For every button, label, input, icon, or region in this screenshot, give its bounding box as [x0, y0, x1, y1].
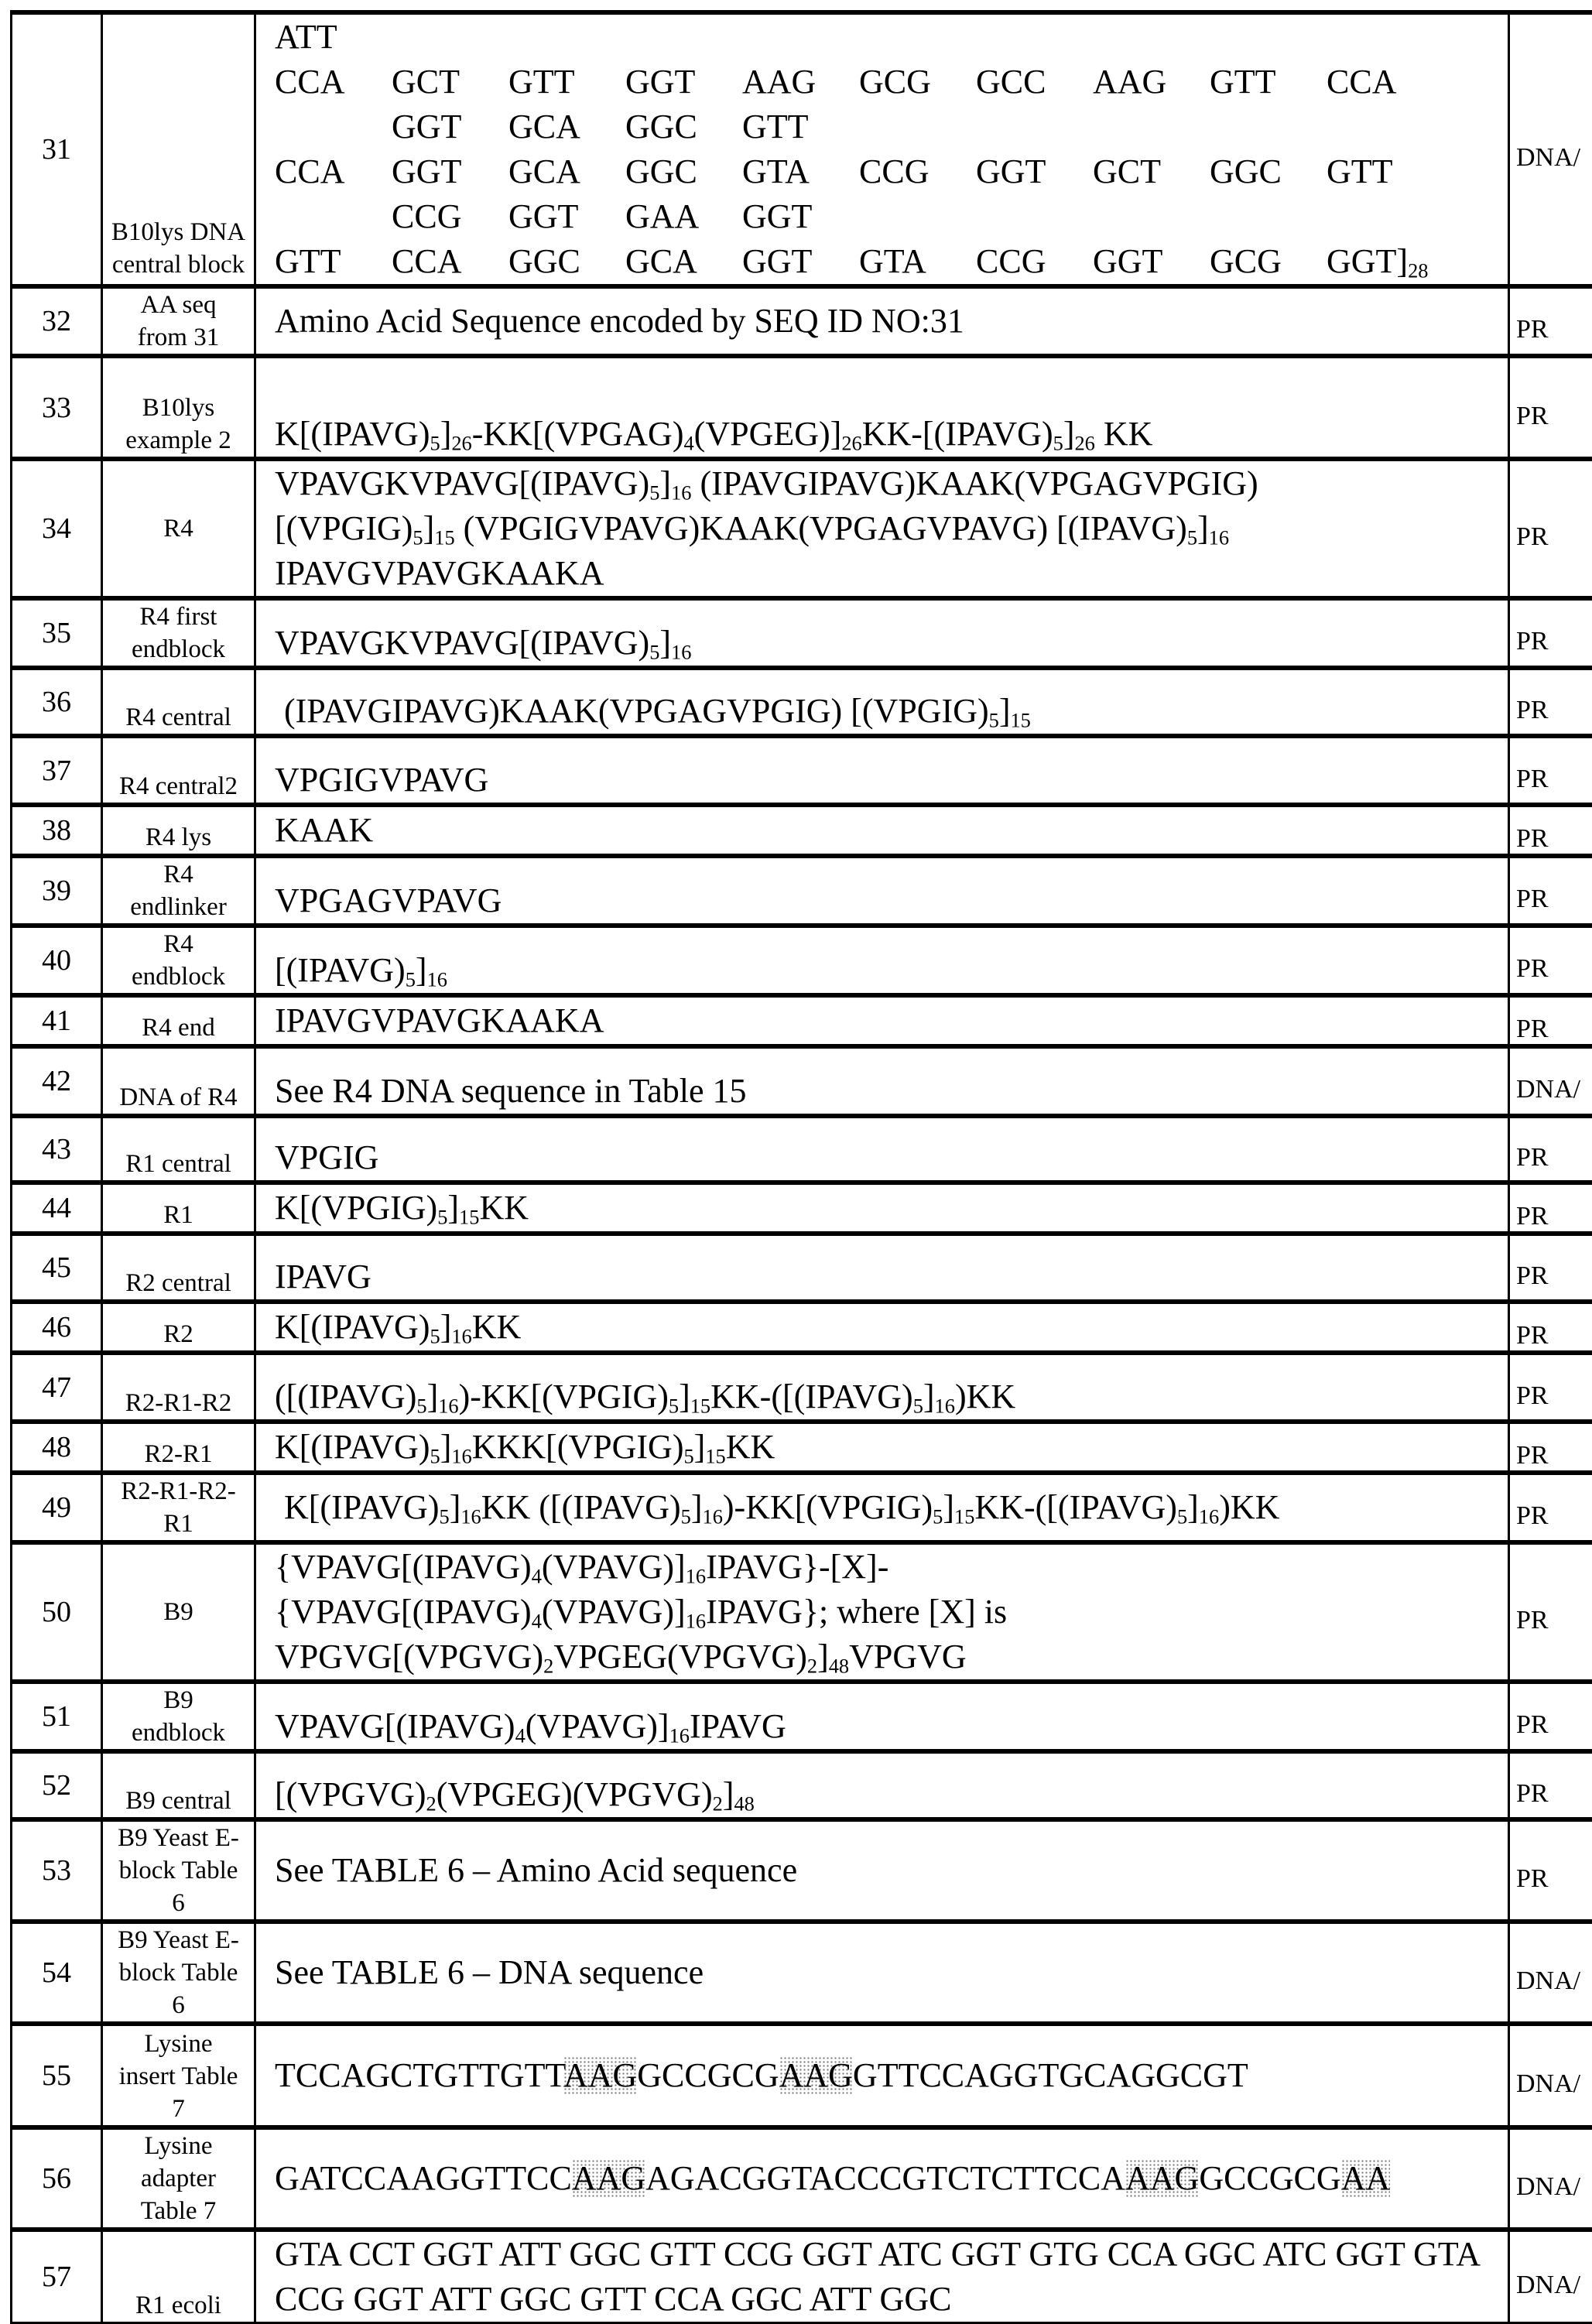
repeat-count: 5	[989, 709, 999, 732]
repeat-count: 2	[543, 1655, 553, 1678]
codon: GCT	[1093, 149, 1210, 194]
seq-line: $[(VPGIG)_5]_{15}$ (VPGIGVPAVG)KAAK(VPGAGVPAVG) $[(IPAVG)_5]_{16}$	[275, 506, 1508, 551]
table-row	[12, 1234, 1592, 1302]
codon: CCG	[392, 194, 508, 239]
codon	[1327, 104, 1443, 149]
table-row	[12, 2230, 1592, 2323]
seq-segment: GTTCCAGGTGCAGGCGT	[853, 2056, 1248, 2094]
seq-segment: GCCGCG	[637, 2056, 779, 2094]
seq-id-cell: 32	[12, 286, 102, 356]
seq-text: $K[(IPAVG)_5]_{16}KKK[(VPGIG)_5]_{15}KK$	[275, 1428, 775, 1466]
seq-name-cell: DNA of R4	[102, 1046, 255, 1116]
table-row	[12, 1819, 1592, 1922]
repeat-count: 26	[841, 432, 861, 455]
sequence-table	[10, 10, 1592, 2324]
table-row	[12, 1473, 1592, 1542]
seq-name-cell: B9	[102, 1542, 255, 1682]
highlighted-codon: AA	[1341, 2159, 1391, 2197]
seq-text: IPAVGVPAVGKAAKA	[275, 1001, 604, 1039]
repeat-count: 26	[451, 432, 471, 455]
codon: GTT	[1327, 149, 1443, 194]
repeat-count: 26	[1074, 432, 1094, 455]
codon	[1093, 104, 1210, 149]
repeat-count: 5	[649, 481, 659, 505]
seq-text: See R4 DNA sequence in Table 15	[275, 1072, 747, 1110]
seq-text: $VPAVGKVPAVG[(IPAVG)_5]_{16}$	[275, 624, 691, 662]
repeat-count: 5	[913, 1395, 923, 1418]
codon	[275, 194, 392, 239]
table-row	[12, 668, 1592, 736]
seq-type-cell: PR	[1509, 1542, 1592, 1682]
codon	[859, 104, 976, 149]
seq-name-cell: Lysine adapter Table 7	[102, 2127, 255, 2230]
seq-name-cell: R2-R1-R2-R1	[102, 1473, 255, 1542]
repeat-count: 15	[705, 1445, 725, 1468]
seq-value-cell	[255, 1302, 1509, 1353]
repeat-count: 2	[426, 1792, 437, 1816]
codon: GGC	[508, 239, 625, 284]
seq-line: IPAVGVPAVGKAAKA	[275, 551, 1508, 596]
seq-id-cell: 57	[12, 2230, 102, 2323]
codon: $GGT]_{28}$	[1327, 239, 1443, 284]
seq-value-cell	[255, 459, 1509, 598]
codon: GTT	[275, 239, 392, 284]
seq-id-cell: 40	[12, 926, 102, 995]
seq-line: GTA CCT GGT ATT GGC GTT CCG GGT ATC GGT GTG CCA GGC ATC GGT GTA	[275, 2232, 1508, 2277]
repeat-count: 5	[406, 968, 416, 991]
codon: GGT	[742, 194, 859, 239]
seq-id-cell: 52	[12, 1751, 102, 1819]
seq-id-cell: 47	[12, 1353, 102, 1422]
seq-type-cell: PR	[1509, 459, 1592, 598]
seq-name-cell: B9 Yeast E-block Table 6	[102, 1922, 255, 2024]
repeat-count: 4	[683, 432, 693, 455]
seq-value-cell	[255, 1819, 1509, 1922]
codon: CCA	[275, 60, 392, 104]
repeat-count: 5	[437, 1206, 447, 1229]
seq-type-cell: PR	[1509, 1422, 1592, 1473]
seq-type-cell: PR	[1509, 1819, 1592, 1922]
table-row	[12, 926, 1592, 995]
table-row	[12, 356, 1592, 459]
repeat-count: 16	[686, 1565, 706, 1588]
seq-line: $VPGVG[(VPGVG)_2VPGEG(VPGVG)_2]_{48}VPGVG$	[275, 1634, 1508, 1679]
repeat-count: 28	[1408, 259, 1428, 282]
table-row	[12, 995, 1592, 1046]
seq-id-cell: 42	[12, 1046, 102, 1116]
seq-name-cell: R2-R1	[102, 1422, 255, 1473]
codon: GGT	[392, 149, 508, 194]
seq-text: (IPAVGIPAVG)KAAK(VPGAGVPGIG) $[(VPGIG)_5]_{15}$	[275, 692, 1031, 730]
seq-value-cell	[255, 668, 1509, 736]
table-row	[12, 1353, 1592, 1422]
seq-name-cell: R4 endblock	[102, 926, 255, 995]
codon: AAG	[1093, 60, 1210, 104]
repeat-count: 15	[1010, 709, 1030, 732]
codon	[859, 15, 976, 60]
repeat-count: 5	[439, 1505, 449, 1528]
highlighted-codon: AAG	[1125, 2159, 1199, 2197]
codon	[1210, 104, 1327, 149]
codon	[976, 194, 1093, 239]
codon	[508, 15, 625, 60]
codon	[742, 15, 859, 60]
codon	[1210, 15, 1327, 60]
repeat-count: 5	[1177, 1505, 1187, 1528]
seq-type-cell: PR	[1509, 1116, 1592, 1183]
repeat-count: 48	[829, 1655, 849, 1678]
seq-type-cell: PR	[1509, 668, 1592, 736]
seq-segment: GCCGCG	[1199, 2159, 1340, 2197]
repeat-count: 16	[1199, 1505, 1219, 1528]
seq-id-cell: 33	[12, 356, 102, 459]
seq-text: $[(VPGVG)_2(VPGEG)(VPGVG)_2]_{48}$	[275, 1775, 755, 1813]
seq-name-cell: R4 first endblock	[102, 598, 255, 668]
repeat-count: 5	[649, 641, 659, 664]
codon: GGT	[742, 239, 859, 284]
seq-segment: AGACGGTACCCGTCTCTTCCA	[645, 2159, 1125, 2197]
seq-value-cell	[255, 356, 1509, 459]
codon: GGC	[1210, 149, 1327, 194]
codon: GTT	[1210, 60, 1327, 104]
table-row	[12, 1046, 1592, 1116]
seq-type-cell: PR	[1509, 356, 1592, 459]
codon	[859, 194, 976, 239]
seq-value-cell	[255, 1183, 1509, 1234]
seq-value-cell	[255, 736, 1509, 805]
seq-text: VPGIG	[275, 1138, 378, 1176]
seq-name-cell: B10lys DNA central block	[102, 12, 255, 286]
seq-id-cell: 50	[12, 1542, 102, 1682]
seq-value-cell	[255, 286, 1509, 356]
repeat-count: 5	[1187, 526, 1197, 549]
codon: CCA	[1327, 60, 1443, 104]
seq-text: See TABLE 6 – Amino Acid sequence	[275, 1851, 797, 1889]
seq-id-cell: 38	[12, 805, 102, 856]
repeat-count: 5	[683, 1445, 693, 1468]
seq-type-cell: DNA/	[1509, 1922, 1592, 2024]
seq-name-cell: R4 end	[102, 995, 255, 1046]
seq-type-cell: DNA/	[1509, 1046, 1592, 1116]
seq-value-cell	[255, 1116, 1509, 1183]
repeat-count: 5	[416, 1395, 426, 1418]
seq-type-cell: PR	[1509, 598, 1592, 668]
repeat-count: 4	[532, 1565, 542, 1588]
codon	[1210, 194, 1327, 239]
codon: CCG	[976, 239, 1093, 284]
table-row	[12, 1183, 1592, 1234]
seq-id-cell: 41	[12, 995, 102, 1046]
repeat-count: 15	[459, 1206, 479, 1229]
seq-name-cell: R4	[102, 459, 255, 598]
codon	[976, 104, 1093, 149]
repeat-count: 16	[686, 1610, 706, 1633]
seq-id-cell: 53	[12, 1819, 102, 1922]
repeat-count: 16	[451, 1325, 471, 1348]
repeat-count: 2	[713, 1792, 723, 1816]
codon: GCA	[625, 239, 742, 284]
seq-type-cell: PR	[1509, 926, 1592, 995]
seq-name-cell: Lysine insert Table 7	[102, 2024, 255, 2127]
highlighted-codon: AAG	[779, 2056, 853, 2094]
seq-value-cell	[255, 1473, 1509, 1542]
seq-type-cell: PR	[1509, 1302, 1592, 1353]
seq-type-cell: PR	[1509, 1353, 1592, 1422]
codon: GTT	[742, 104, 859, 149]
seq-value-cell	[255, 1922, 1509, 2024]
seq-name-cell: R1	[102, 1183, 255, 1234]
seq-type-cell: PR	[1509, 856, 1592, 926]
seq-type-cell: PR	[1509, 805, 1592, 856]
seq-type-cell: PR	[1509, 1473, 1592, 1542]
repeat-count: 15	[690, 1395, 710, 1418]
repeat-count: 5	[430, 432, 440, 455]
seq-name-cell: B9 endblock	[102, 1682, 255, 1751]
repeat-count: 5	[933, 1505, 943, 1528]
seq-id-cell: 43	[12, 1116, 102, 1183]
seq-id-cell: 51	[12, 1682, 102, 1751]
seq-id-cell: 49	[12, 1473, 102, 1542]
codon-grid	[275, 15, 1508, 284]
seq-id-cell: 45	[12, 1234, 102, 1302]
seq-text: Amino Acid Sequence encoded by SEQ ID NO:31	[275, 302, 964, 340]
table-row	[12, 12, 1592, 286]
seq-value-cell	[255, 1046, 1509, 1116]
codon	[1093, 15, 1210, 60]
seq-text: $K[(VPGIG)_5]_{15}KK$	[275, 1189, 529, 1227]
codon: GCC	[976, 60, 1093, 104]
seq-segment: GATCCAAGGTTCC	[275, 2159, 572, 2197]
table-row	[12, 1542, 1592, 1682]
codon: ATT	[275, 15, 392, 60]
table-row	[12, 1302, 1592, 1353]
seq-text: $([(IPAVG)_5]_{16})-KK[(VPGIG)_5]_{15}KK-([(IPAVG)_5]_{16})KK$	[275, 1378, 1015, 1415]
codon: GGT	[976, 149, 1093, 194]
codon	[1093, 194, 1210, 239]
seq-value-cell	[255, 805, 1509, 856]
codon	[275, 104, 392, 149]
seq-name-cell: B10lys example 2	[102, 356, 255, 459]
codon: GCA	[508, 104, 625, 149]
seq-value-cell	[255, 598, 1509, 668]
table-row	[12, 459, 1592, 598]
seq-value-cell	[255, 1234, 1509, 1302]
seq-text: $K[(IPAVG)_5]_{16}KK$	[275, 1308, 521, 1346]
repeat-count: 2	[807, 1655, 817, 1678]
seq-text: VPGAGVPAVG	[275, 881, 502, 919]
seq-value-cell	[255, 1682, 1509, 1751]
seq-type-cell: PR	[1509, 736, 1592, 805]
codon: GCG	[859, 60, 976, 104]
repeat-count: 5	[1053, 432, 1063, 455]
seq-text: See TABLE 6 – DNA sequence	[275, 1953, 704, 1991]
seq-type-cell: PR	[1509, 995, 1592, 1046]
seq-name-cell: R4 central2	[102, 736, 255, 805]
seq-type-cell: PR	[1509, 1183, 1592, 1234]
seq-id-cell: 34	[12, 459, 102, 598]
seq-text: VPGIGVPAVG	[275, 761, 488, 799]
repeat-count: 5	[413, 526, 423, 549]
repeat-count: 16	[669, 1724, 690, 1747]
repeat-count: 16	[935, 1395, 955, 1418]
table-row	[12, 1682, 1592, 1751]
seq-id-cell: 37	[12, 736, 102, 805]
codon: GGC	[625, 149, 742, 194]
seq-id-cell: 31	[12, 12, 102, 286]
seq-type-cell: PR	[1509, 1682, 1592, 1751]
seq-value-cell	[255, 2230, 1509, 2323]
table-row	[12, 286, 1592, 356]
seq-line: $VPAVGKVPAVG[(IPAVG)_5]_{16}$ (IPAVGIPAVG)KAAK(VPGAGVPGIG)	[275, 461, 1508, 506]
table-row	[12, 1422, 1592, 1473]
repeat-count: 16	[460, 1505, 481, 1528]
seq-type-cell: DNA/	[1509, 2127, 1592, 2230]
seq-id-cell: 56	[12, 2127, 102, 2230]
codon	[392, 15, 508, 60]
seq-segment: TCCAGCTGTTGTT	[275, 2056, 563, 2094]
seq-id-cell: 44	[12, 1183, 102, 1234]
table-row	[12, 1751, 1592, 1819]
seq-name-cell: R1 ecoli	[102, 2230, 255, 2323]
seq-name-cell: R4 central	[102, 668, 255, 736]
seq-id-cell: 36	[12, 668, 102, 736]
seq-text: $K[(IPAVG)_5]_{26}-KK[(VPGAG)_4(VPGEG)]_{26}KK-[(IPAVG)_5]_{26}$ KK	[275, 415, 1152, 453]
seq-type-cell: PR	[1509, 1234, 1592, 1302]
repeat-count: 16	[438, 1395, 458, 1418]
seq-id-cell: 54	[12, 1922, 102, 2024]
seq-type-cell: DNA/	[1509, 2024, 1592, 2127]
seq-value-cell	[255, 1751, 1509, 1819]
codon	[1327, 15, 1443, 60]
codon: CCG	[859, 149, 976, 194]
seq-value-cell	[255, 926, 1509, 995]
codon	[976, 15, 1093, 60]
codon: GGT	[625, 60, 742, 104]
repeat-count: 16	[451, 1445, 471, 1468]
codon: AAG	[742, 60, 859, 104]
table-row	[12, 1116, 1592, 1183]
seq-name-cell: B9 Yeast E-block Table 6	[102, 1819, 255, 1922]
table-row	[12, 736, 1592, 805]
seq-value-cell	[255, 1542, 1509, 1682]
seq-line: CCG GGT ATT GGC GTT CCA GGC ATT GGC	[275, 2277, 1508, 2322]
seq-id-cell: 35	[12, 598, 102, 668]
repeat-count: 48	[734, 1792, 754, 1816]
codon: GTT	[508, 60, 625, 104]
codon: GGT	[508, 194, 625, 239]
seq-text: $K[(IPAVG)_5]_{16}KK$ $([(IPAVG)_5]_{16})-KK[(VPGIG)_5]_{15}KK-([(IPAVG)_5]_{16})KK$	[275, 1488, 1279, 1526]
seq-text: $[(IPAVG)_5]_{16}$	[275, 951, 447, 989]
seq-name-cell: R4 lys	[102, 805, 255, 856]
seq-value-cell	[255, 12, 1509, 286]
seq-name-cell: AA seq from 31	[102, 286, 255, 356]
table-row	[12, 856, 1592, 926]
codon: GCA	[508, 149, 625, 194]
codon	[1327, 194, 1443, 239]
table-row	[12, 2024, 1592, 2127]
codon: GTA	[742, 149, 859, 194]
seq-line: $\{VPAVG[(IPAVG)_4(VPAVG)]_{16}IPAVG\}-[X]-$	[275, 1545, 1508, 1590]
repeat-count: 16	[427, 968, 447, 991]
seq-type-cell: PR	[1509, 1751, 1592, 1819]
seq-line: $\{VPAVG[(IPAVG)_4(VPAVG)]_{16}IPAVG\}$; where [X] is	[275, 1590, 1508, 1634]
codon	[625, 15, 742, 60]
seq-value-cell	[255, 856, 1509, 926]
seq-id-cell: 39	[12, 856, 102, 926]
seq-name-cell: R2-R1-R2	[102, 1353, 255, 1422]
repeat-count: 4	[532, 1610, 542, 1633]
seq-name-cell: R2 central	[102, 1234, 255, 1302]
repeat-count: 16	[1209, 526, 1229, 549]
seq-name-cell: R2	[102, 1302, 255, 1353]
seq-text: IPAVG	[275, 1258, 371, 1295]
seq-type-cell: DNA/	[1509, 2230, 1592, 2323]
seq-value-cell	[255, 2024, 1509, 2127]
repeat-count: 5	[681, 1505, 691, 1528]
seq-value-cell	[255, 1353, 1509, 1422]
table-row	[12, 805, 1592, 856]
repeat-count: 5	[669, 1395, 679, 1418]
codon: GGT	[1093, 239, 1210, 284]
seq-id-cell: 46	[12, 1302, 102, 1353]
seq-type-cell: DNA/	[1509, 12, 1592, 286]
seq-value-cell	[255, 2127, 1509, 2230]
repeat-count: 15	[954, 1505, 974, 1528]
seq-name-cell: B9 central	[102, 1751, 255, 1819]
codon: GGC	[625, 104, 742, 149]
repeat-count: 16	[703, 1505, 723, 1528]
highlighted-codon: AAG	[572, 2159, 645, 2197]
repeat-count: 4	[515, 1724, 526, 1747]
codon: GCT	[392, 60, 508, 104]
seq-type-cell: PR	[1509, 286, 1592, 356]
codon: GCG	[1210, 239, 1327, 284]
seq-text: KAAK	[275, 811, 373, 849]
repeat-count: 16	[671, 481, 691, 505]
codon: GAA	[625, 194, 742, 239]
table-row	[12, 1922, 1592, 2024]
seq-text: $VPAVG[(IPAVG)_4(VPAVG)]_{16}IPAVG$	[275, 1707, 786, 1745]
codon: CCA	[392, 239, 508, 284]
repeat-count: 16	[671, 641, 691, 664]
seq-id-cell: 55	[12, 2024, 102, 2127]
seq-id-cell: 48	[12, 1422, 102, 1473]
seq-value-cell	[255, 995, 1509, 1046]
codon: GTA	[859, 239, 976, 284]
repeat-count: 5	[430, 1325, 440, 1348]
table-row	[12, 598, 1592, 668]
codon: GGT	[392, 104, 508, 149]
seq-value-cell	[255, 1422, 1509, 1473]
highlighted-codon: AAG	[563, 2056, 637, 2094]
seq-name-cell: R1 central	[102, 1116, 255, 1183]
seq-name-cell: R4 endlinker	[102, 856, 255, 926]
codon: CCA	[275, 149, 392, 194]
repeat-count: 15	[434, 526, 454, 549]
table-row	[12, 2127, 1592, 2230]
repeat-count: 5	[430, 1445, 440, 1468]
